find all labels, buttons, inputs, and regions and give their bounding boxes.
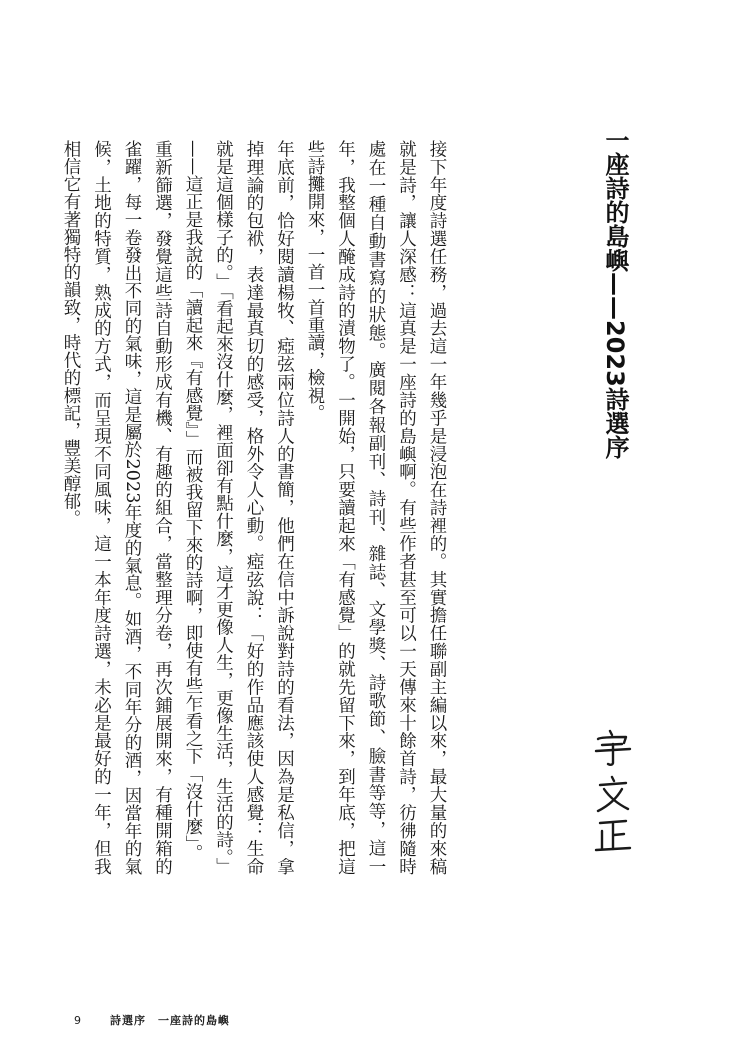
page-title: 一座詩的島嶼——2023詩選序 xyxy=(601,128,629,459)
footer-chapter: 一座詩的島嶼 xyxy=(158,1014,230,1027)
page-footer xyxy=(74,1012,230,1028)
footer-section: 詩選序 xyxy=(110,1014,146,1027)
paragraph-1: 接下年度詩選任務，過去這一年幾乎是浸泡在詩裡的。其實擔任聯副主編以來，最大量的來稿就是詩，讓人深感：這真是一座詩的島嶼啊。有些作者甚至可以一天傳來十餘首詩，彷彿隨時處在一種自動書寫的狀態。廣閱各報副刊、詩刊、雜誌、文學獎、詩歌節、臉書等等，這一年，我整個人醃成詩的漬物了。一開始，只要讀起來「有感覺」的就先留下來，到年底，把這些詩攤開來，一首一首重讀，檢視。 xyxy=(305,140,447,875)
author-signature xyxy=(588,725,638,855)
page-number: 9 xyxy=(74,1014,81,1027)
paragraph-2: 年底前，恰好閱讀楊牧、瘂弦兩位詩人的書簡，他們在信中訴說對詩的看法，因為是私信，拿掉理論的包袱，表達最真切的感受，格外令人心動。瘂弦說：「好的作品應該使人感覺：生命就是這個樣子的。」「看起來沒什麼，裡面卻有點什麼，這才更像人生，更像生活，生活的詩。」——這正是我說的「讀起來『有感覺』」而被我留下來的詩啊，即使有些乍看之下「沒什麼」。 xyxy=(183,140,295,875)
preface-body xyxy=(62,140,452,875)
paragraph-3: 重新篩選，發覺這些詩自動形成有機、有趣的組合，當整理分卷，再次鋪展開來，有種開箱的雀躍，每一卷發出不同的氣味，這是屬於2023年度的氣息。如酒，不同年分的酒，因當年的氣候，土地的特質，熟成的方式，而呈現不同風味，這一本年度詩選，未必是最好的一年，但我相信它有著獨特的韻致，時代的標記，豐美醇郁。 xyxy=(61,140,173,875)
